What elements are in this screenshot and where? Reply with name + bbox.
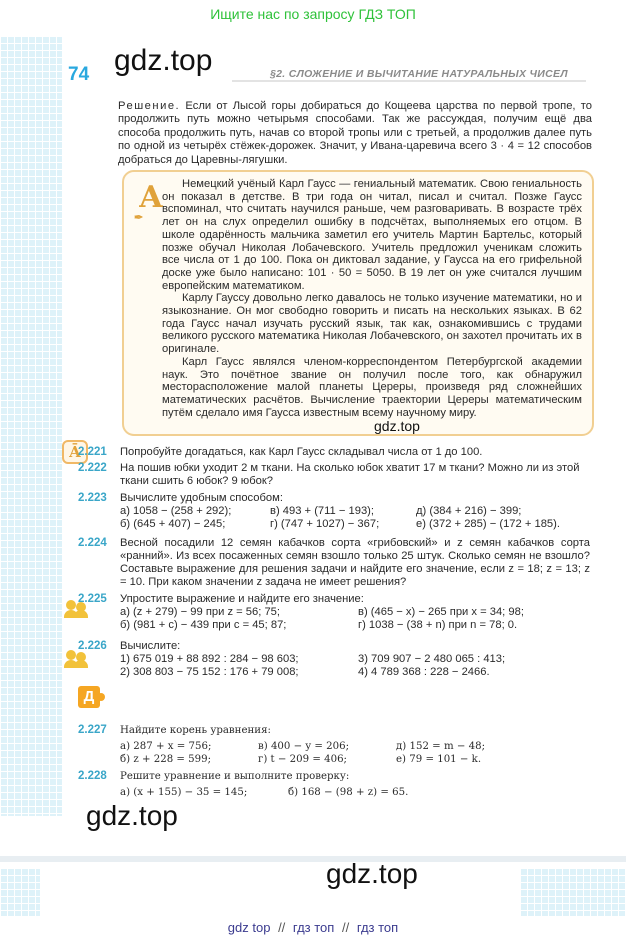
footer-links xyxy=(0,920,626,935)
exercise-item: а) (z + 279) − 99 при z = 56; 75; xyxy=(120,606,281,618)
exercise-item: д) (384 + 216) − 399; xyxy=(416,505,522,517)
exercise-item: а) (x + 155) − 35 = 145; xyxy=(120,787,248,798)
solution-paragraph xyxy=(118,100,592,167)
footer-link[interactable]: gdz top xyxy=(227,920,271,935)
history-letter: А xyxy=(138,180,164,215)
homework-badge-icon: Д xyxy=(78,686,100,708)
exercise-intro: Упростите выражение и найдите его значение: xyxy=(120,593,364,605)
exercise-item: г) (747 + 1027) − 367; xyxy=(270,518,380,530)
solution-lead: Решение. xyxy=(118,100,181,112)
exercise-text: Попробуйте догадаться, как Карл Гаусс складывал числа от 1 до 100. xyxy=(120,446,483,458)
footer-link[interactable]: гдз топ xyxy=(356,920,399,935)
exercise-body xyxy=(120,770,600,799)
exercise-text: На пошив юбки уходит 2 м ткани. На сколько юбок хватит 17 м ткани? Можно ли из этой ткани сшить 6 юбок? 9 юбок? xyxy=(120,462,580,487)
exercise-item: е) (372 + 285) − (172 + 185). xyxy=(416,518,560,530)
exercise-number: 2.223 xyxy=(78,492,107,504)
exercise-item: б) (645 + 407) − 245; xyxy=(120,518,226,530)
exercise-number: 2.222 xyxy=(78,462,107,474)
feather-icon: ✒ xyxy=(134,211,144,224)
exercise-number: 2.228 xyxy=(78,770,107,782)
grid-decoration-bottom-right xyxy=(520,868,626,916)
footer-separator: // xyxy=(278,920,286,935)
infobox-paragraph: Карл Гаусс являлся членом-корреспондентом Петербургской академии наук. Это почётное звание он получил после того, как обнаружил месторасположение малой планеты Цереры, произведя ряд сложнейших математических расчётов. Вычисление траектории Цереры математическим путём сделало имя Гаусса известным всему научному миру. xyxy=(162,355,582,419)
watermark-top: gdz.top xyxy=(114,44,213,77)
exercise-item: д) 152 = m − 48; xyxy=(396,741,486,752)
exercise-item: 4) 4 789 368 : 228 − 2466. xyxy=(358,666,490,678)
grid-decoration-left xyxy=(0,36,62,816)
exercise-number: 2.226 xyxy=(78,640,107,652)
exercise-item: г) 1038 − (38 + n) при n = 78; 0. xyxy=(358,619,518,631)
exercise-item: г) t − 209 = 406; xyxy=(258,754,347,765)
exercise-item: 1) 675 019 + 88 892 : 284 − 98 603; xyxy=(120,653,299,665)
exercise-item: 2) 308 803 − 75 152 : 176 + 79 008; xyxy=(120,666,299,678)
footer-link[interactable]: гдз топ xyxy=(292,920,335,935)
footer-separator: // xyxy=(341,920,350,935)
exercise-number: 2.227 xyxy=(78,724,107,736)
solution-text: Если от Лысой горы добираться до Кощеева царства по первой тропе, то продолжить путь можно четырьмя способами. Так же рассуждая, получим ещё два способа продолжить путь, начав со второй тропы или с третьей, а продолжив далее путь по одной из четырёх стёжек-дорожек. Значит, у Ивана-царевича всего 3 · 4 = 12 способов добраться до Царевны-лягушки. xyxy=(118,100,592,166)
exercise-item: а) 1058 − (258 + 292); xyxy=(120,505,232,517)
exercise-intro: Вычислите: xyxy=(120,640,181,652)
exercise-item: б) (981 + c) − 439 при c = 45; 87; xyxy=(120,619,287,631)
section-title: §2. СЛОЖЕНИЕ И ВЫЧИТАНИЕ НАТУРАЛЬНЫХ ЧИСЕЛ xyxy=(270,68,568,80)
exercise-body xyxy=(120,724,600,766)
exercise-intro: Найдите корень уравнения: xyxy=(120,725,271,736)
exercise-item: в) 493 + (711 − 193); xyxy=(270,505,375,517)
watermark-bottom-left: gdz.top xyxy=(86,800,178,831)
exercise-intro: Вычислите удобным способом: xyxy=(120,492,283,504)
infobox-paragraph: Карлу Гауссу довольно легко давалось не только изучение математики, но и языкознание. Он мог свободно говорить и писать на нескольких языках. В 62 года Гаусс начал изучать русский язык, так как, ознакомившись с трудами великого русского математика Николая Лобачевского, он захотел прочитать их в оригинале. xyxy=(162,292,582,356)
exercise-item: б) z + 228 = 599; xyxy=(120,754,212,765)
exercise-body xyxy=(120,492,600,531)
page-number: 74 xyxy=(68,64,90,85)
top-banner[interactable]: Ищите нас по запросу ГДЗ ТОП xyxy=(210,6,416,22)
exercise-item: е) 79 = 101 − k. xyxy=(396,754,482,765)
watermark-mid: gdz.top xyxy=(374,418,420,434)
exercise-body xyxy=(120,593,600,632)
exercise-item: а) 287 + x = 756; xyxy=(120,741,212,752)
infobox-paragraph: Немецкий учёный Карл Гаусс — гениальный математик. Свою гениальность он показал в детстве. В три года он читал, писал и считал. Позже Гаусс вспоминал, что считать научился раньше, чем разговаривать. В возрасте трёх лет он на слух определил ошибку в подсчётах, выполняемых его отцом. В школе одарённость мальчика заметил его учитель Мартин Бартельс, который позже обучал Николая Лобачевского. Учитель предложил ученикам сложить все числа от 1 до 100. Пока он диктовал задание, у Гаусса на его грифельной доске уже было написано: 101 · 50 = 5050. В 19 лет он уже считался лучшим европейским математиком. xyxy=(162,178,582,292)
header-divider xyxy=(232,80,586,82)
infobox-text xyxy=(162,178,582,419)
grid-decoration-bottom-left xyxy=(0,868,40,916)
exercise-item: б) 168 − (98 + z) = 65. xyxy=(288,787,409,798)
exercise-body xyxy=(120,640,600,679)
exercise-item: в) (465 − x) − 265 при x = 34; 98; xyxy=(358,606,524,618)
history-badge-icon: Ā xyxy=(62,440,88,464)
exercise-number: 2.224 xyxy=(78,537,107,549)
exercise-intro: Решите уравнение и выполните проверку: xyxy=(120,771,350,782)
gauss-infobox xyxy=(122,170,594,436)
exercise-item: в) 400 − y = 206; xyxy=(258,741,350,752)
watermark-bottom-center: gdz.top xyxy=(326,858,418,889)
exercise-number: 2.225 xyxy=(78,593,107,605)
exercise-text: Весной посадили 12 семян кабачков сорта «грибовский» и z семян кабачков сорта «ранний». Из всех посаженных семян взошло только 25 штук. Сколько семян не взошло? Составьте выражение для решения задачи и найдите его значение, если z = 18; z = 13; z = 10. При каком значении z задача не имеет решения? xyxy=(120,537,590,588)
exercise-number: 2.221 xyxy=(78,446,107,458)
exercise-item: 3) 709 907 − 2 480 065 : 413; xyxy=(358,653,506,665)
